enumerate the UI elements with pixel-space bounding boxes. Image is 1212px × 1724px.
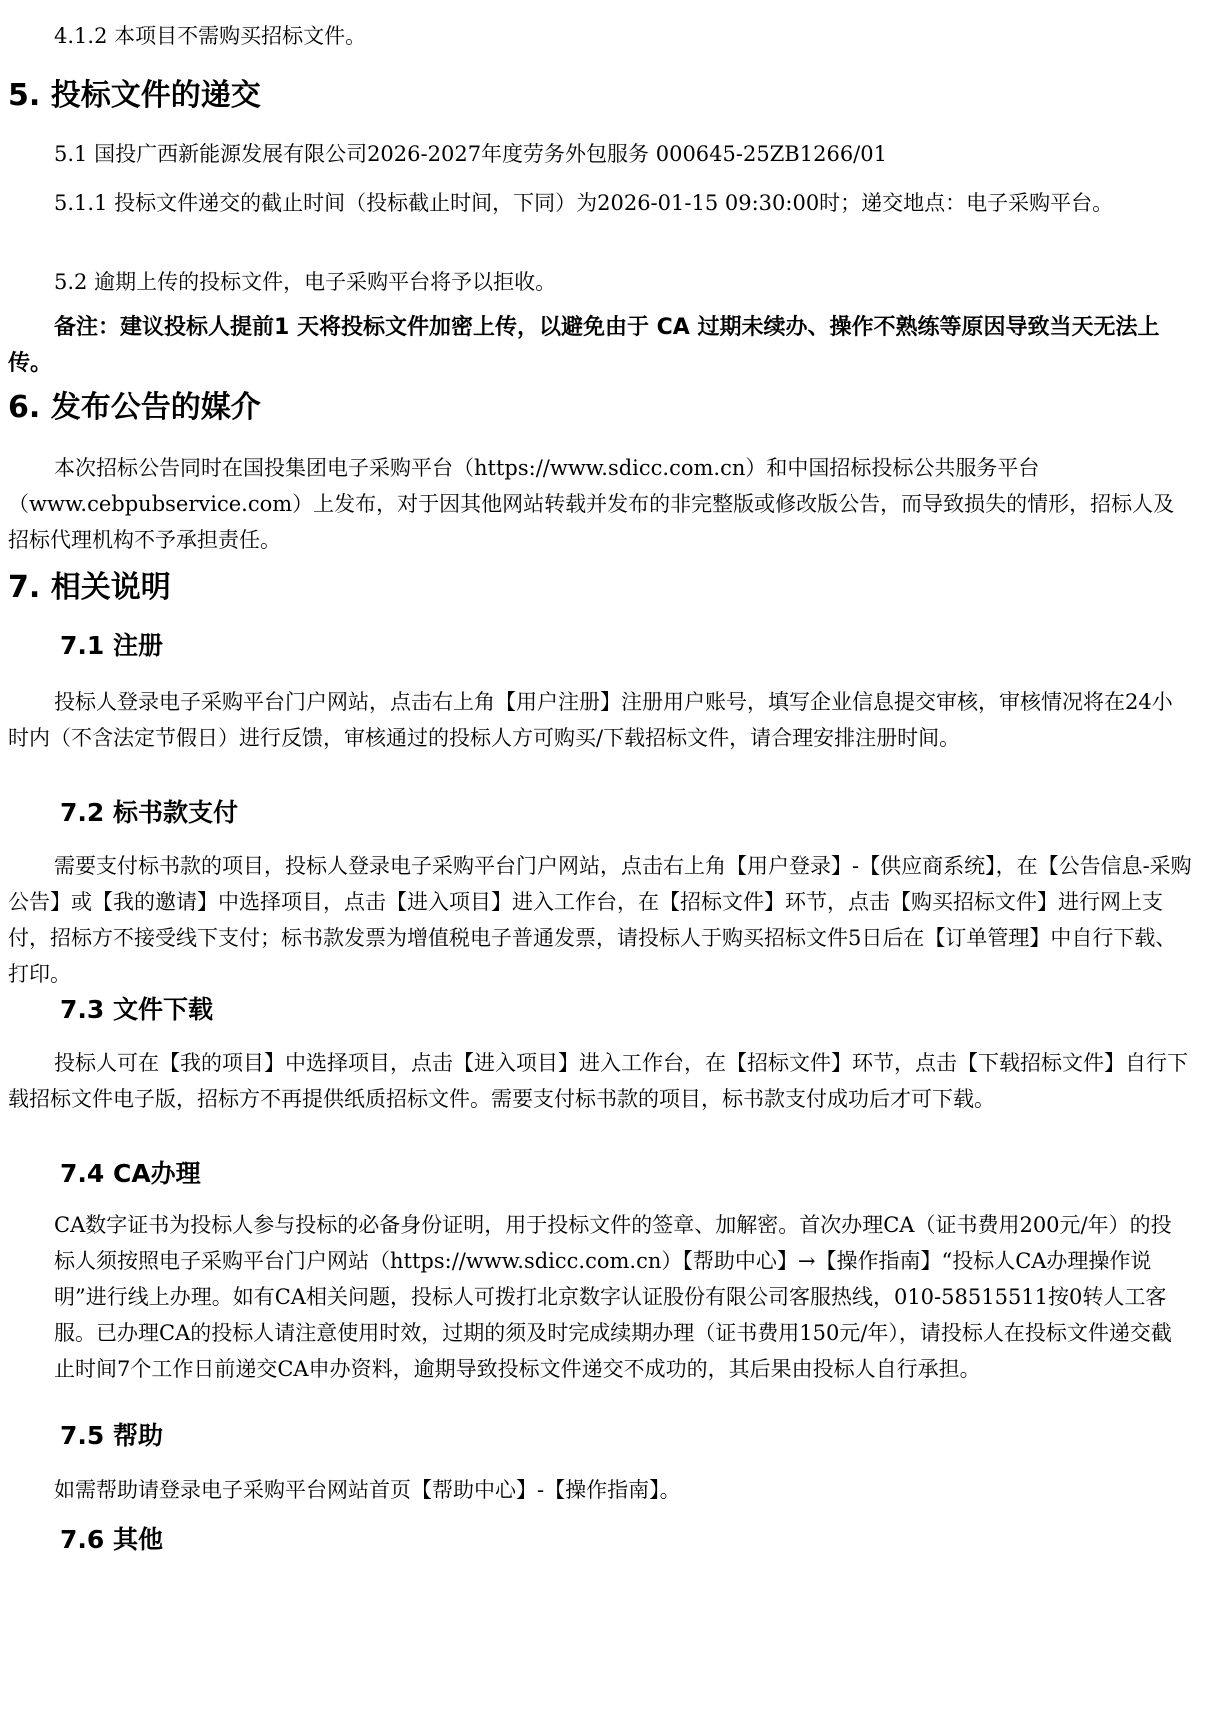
remark-note: 备注：建议投标人提前1 天将投标文件加密上传，以避免由于 CA 过期未续办、操作不熟练等原因导致当天无法上传。 — [8, 315, 1160, 376]
section-7-heading: 7. 相关说明 — [8, 570, 171, 605]
section-7-2-paragraph: 需要支付标书款的项目，投标人登录电子采购平台门户网站，点击右上角【用户登录】-【供应商系统】，在【公告信息-采购公告】或【我的邀请】中选择项目，点击【进入项目】进入工作台，在【招标文件】环节，点击【购买招标文件】进行网上支付，招标方不接受线下支付；标书款发票为增值税电子普通发票，请投标人于购买招标文件5日后在【订单管理】中自行下载、打印。 — [8, 854, 1192, 986]
section-7-4-paragraph: CA数字证书为投标人参与投标的必备身份证明，用于投标文件的签章、加解密。首次办理CA（证书费用200元/年）的投标人须按照电子采购平台门户网站（https://www.sdicc.com.cn）【帮助中心】→【操作指南】“投标人CA办理操作说明”进行线上办理。如有CA相关问题，投标人可拨打北京数字认证股份有限公司客服热线，010-58515511按0转人工客服。已办理CA的投标人请注意使用时效，过期的须及时完成续期办理（证书费用150元/年），请投标人在投标文件递交截止时间7个工作日前递交CA申办资料，逾期导致投标文件递交不成功的，其后果由投标人自行承担。 — [54, 1213, 1172, 1381]
clause-5-2: 5.2 逾期上传的投标文件，电子采购平台将予以拒收。 — [54, 270, 557, 294]
section-7-3-paragraph: 投标人可在【我的项目】中选择项目，点击【进入项目】进入工作台，在【招标文件】环节，点击【下载招标文件】自行下载招标文件电子版，招标方不再提供纸质招标文件。需要支付标书款的项目，标书款支付成功后才可下载。 — [8, 1051, 1188, 1111]
section-5-heading: 5. 投标文件的递交 — [8, 78, 261, 113]
clause-5-1-1: 5.1.1 投标文件递交的截止时间（投标截止时间，下同）为2026-01-15 09:30:00时；递交地点：电子采购平台。 — [54, 191, 1114, 215]
clause-4-1-2: 4.1.2 本项目不需购买招标文件。 — [54, 24, 367, 48]
section-7-1-heading: 7.1 注册 — [60, 631, 163, 660]
section-7-5-heading: 7.5 帮助 — [60, 1421, 163, 1450]
section-6-heading: 6. 发布公告的媒介 — [8, 390, 261, 425]
clause-5-1: 5.1 国投广西新能源发展有限公司2026-2027年度劳务外包服务 000645-25ZB1266/01 — [54, 142, 887, 166]
section-7-5-paragraph: 如需帮助请登录电子采购平台网站首页【帮助中心】-【操作指南】。 — [54, 1478, 681, 1502]
section-7-1-paragraph: 投标人登录电子采购平台门户网站，点击右上角【用户注册】注册用户账号，填写企业信息提交审核，审核情况将在24小时内（不含法定节假日）进行反馈，审核通过的投标人方可购买/下载招标文件，请合理安排注册时间。 — [8, 690, 1173, 750]
section-6-paragraph: 本次招标公告同时在国投集团电子采购平台（https://www.sdicc.com.cn）和中国招标投标公共服务平台（www.cebpubservice.com）上发布，对于因其他网站转载并发布的非完整版或修改版公告，而导致损失的情形，招标人及招标代理机构不予承担责任。 — [8, 456, 1175, 552]
section-7-4-heading: 7.4 CA办理 — [60, 1159, 201, 1188]
section-7-2-heading: 7.2 标书款支付 — [60, 798, 238, 827]
section-7-3-heading: 7.3 文件下载 — [60, 995, 213, 1024]
section-7-6-heading: 7.6 其他 — [60, 1525, 163, 1554]
